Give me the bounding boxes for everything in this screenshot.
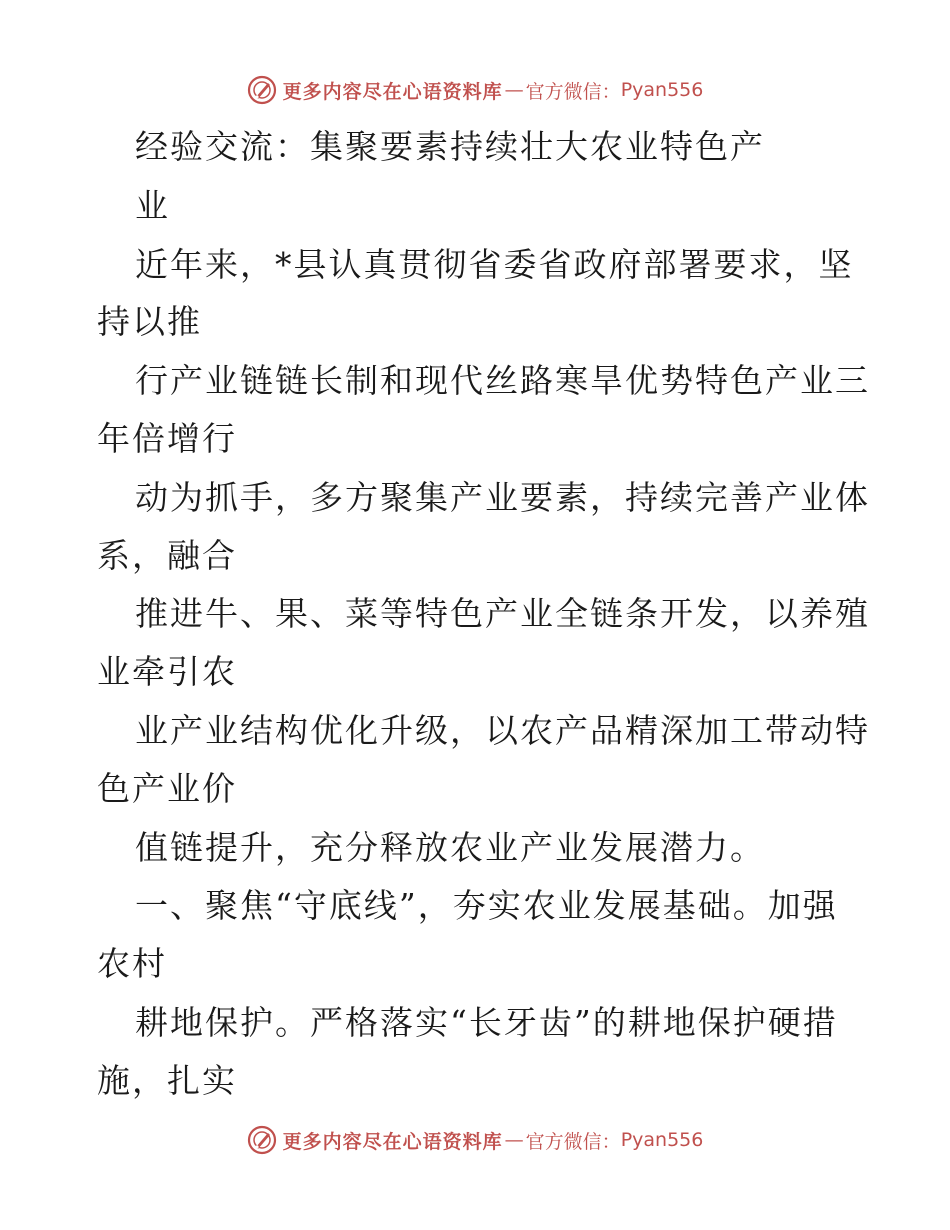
paragraph-line: 持以推 — [97, 302, 202, 341]
wechat-label: 官方微信： — [525, 80, 621, 103]
title-line-1: 经验交流：集聚要素持续壮大农业特色产 — [135, 127, 765, 166]
footer-watermark-banner — [0, 1120, 950, 1160]
section-heading-line: 一、聚焦“守底线”，夯实农业发展基础。加强 — [135, 886, 838, 925]
paragraph-line: 值链提升，充分释放农业产业发展潜力。 — [135, 828, 765, 867]
paragraph-line: 动为抓手，多方聚集产业要素，持续完善产业体 — [135, 478, 870, 517]
paragraph-line: 耕地保护。严格落实“长牙齿”的耕地保护硬措 — [135, 1003, 838, 1042]
banner-dash: — — [504, 79, 524, 101]
paragraph-line: 施，扎实 — [97, 1061, 237, 1100]
paragraph-line: 业产业结构优化升级，以农产品精深加工带动特 — [135, 711, 870, 750]
site-name: 更多内容尽在心语资料库 — [282, 80, 503, 103]
paragraph-line: 业牵引农 — [97, 652, 237, 691]
wechat-id: Pyan556 — [620, 1129, 704, 1151]
paragraph-line: 农村 — [97, 944, 167, 983]
title-line-2: 业 — [135, 186, 170, 225]
paragraph-line: 近年来，*县认真贯彻省委省政府部署要求，坚 — [135, 245, 854, 284]
paragraph-line: 年倍增行 — [97, 419, 237, 458]
paragraph-line: 系，融合 — [97, 536, 237, 575]
pen-logo-icon — [247, 1125, 277, 1155]
header-watermark-banner — [0, 70, 950, 110]
site-name: 更多内容尽在心语资料库 — [282, 1130, 503, 1153]
paragraph-line: 色产业价 — [97, 769, 237, 808]
paragraph-line: 行产业链链长制和现代丝路寒旱优势特色产业三 — [135, 361, 870, 400]
banner-dash: — — [504, 1129, 524, 1151]
wechat-label: 官方微信： — [525, 1130, 621, 1153]
pen-logo-icon — [247, 75, 277, 105]
paragraph-line: 推进牛、果、菜等特色产业全链条开发，以养殖 — [135, 594, 870, 633]
wechat-id: Pyan556 — [620, 79, 704, 101]
